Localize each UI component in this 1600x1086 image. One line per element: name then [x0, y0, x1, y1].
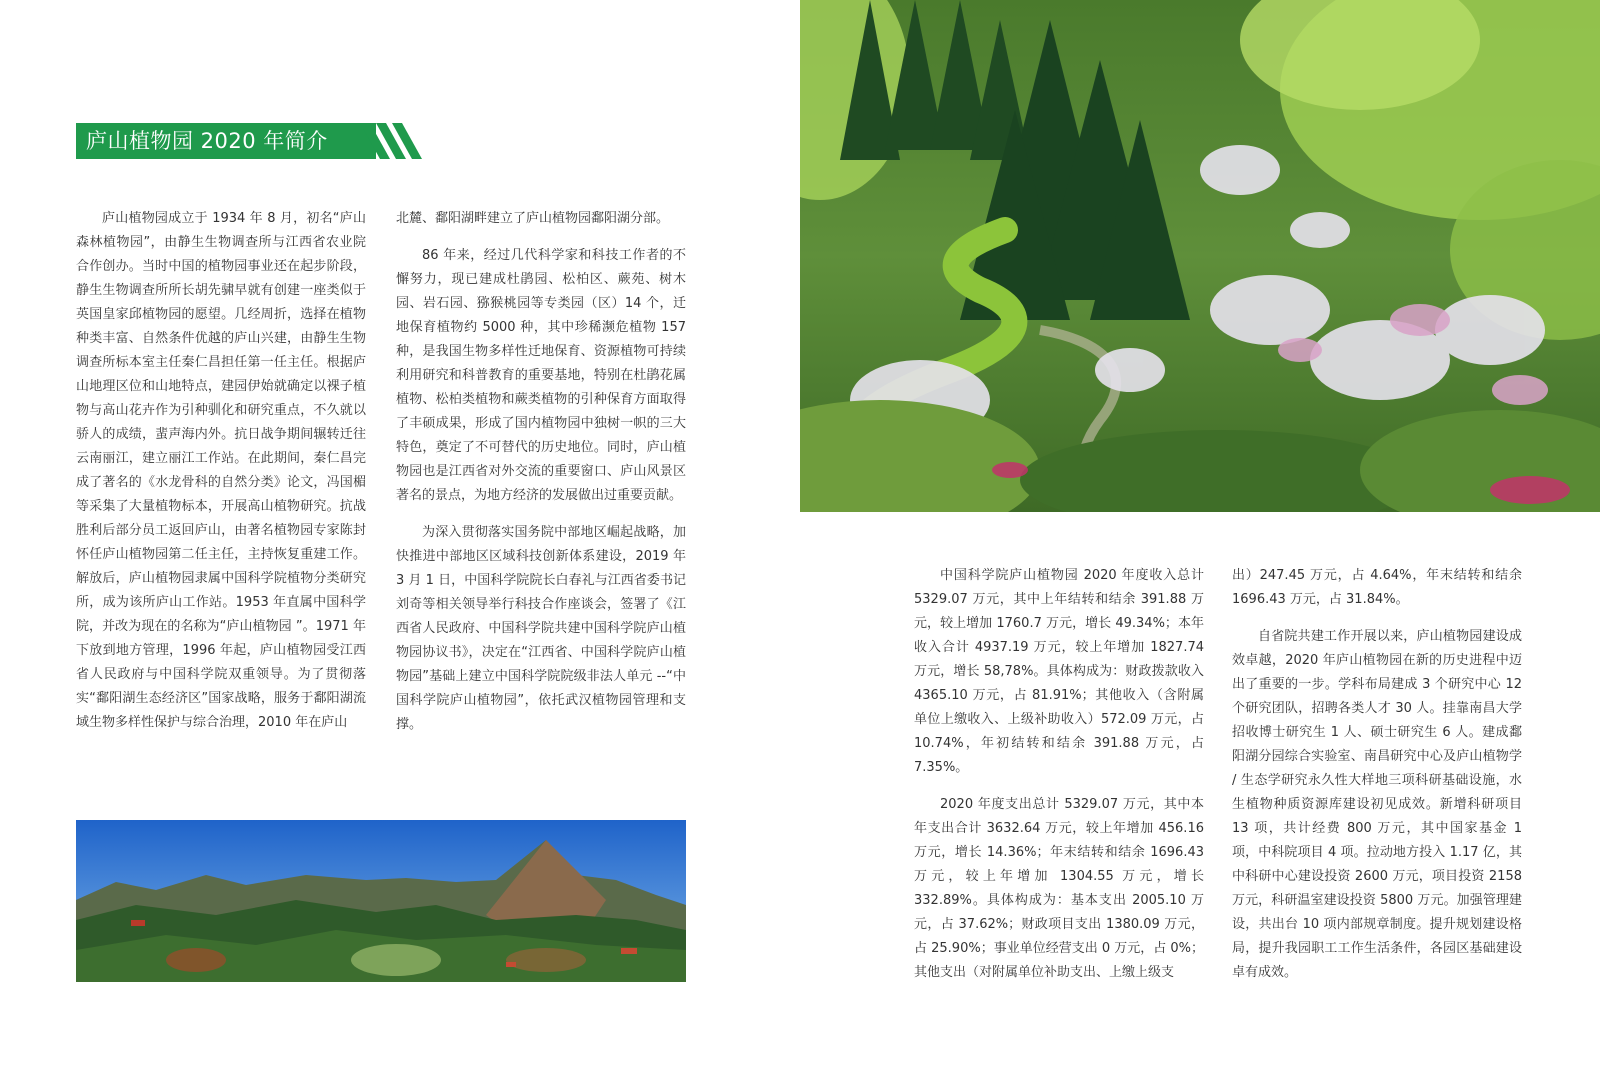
paragraph: 为深入贯彻落实国务院中部地区崛起战略，加快推进中部地区区域科技创新体系建设，2019 年 3 月 1 日，中国科学院院长白春礼与江西省委书记刘奇等相关领导举行科技合作座谈会，签署了《江西省人民政府、中国科学院共建中国科学院庐山植物园协议书》，决定在“江西省、中国科学院庐山植物园”基础上建立中国科学院院级非法人单元 --“中国科学院庐山植物园”，依托武汉植物园管理和支撑。 — [396, 525, 686, 732]
paragraph: 2020 年度支出总计 5329.07 万元，其中本年支出合计 3632.64 万元，较上年增加 456.16 万元，增长 14.36%；年末结转和结余 1696.43 万元，较上年增加 1304.55 万元，增长 332.89%。具体构成为：基本支出 2005.10 万元，占 37.62%；财政项目支出 1380.09 万元，占 25.90%；事业单位经营支出 0 万元，占 0%；其他支出（对附属单位补助支出、上缴上级支 — [914, 797, 1204, 980]
paragraph-continued: 北麓、鄱阳湖畔建立了庐山植物园鄱阳湖分部。 — [396, 211, 670, 226]
paragraph-continued: 出）247.45 万元，占 4.64%，年末结转和结余 1696.43 万元，占 31.84%。 — [1232, 568, 1522, 607]
title-stripes-decoration — [360, 123, 426, 159]
garden-photo — [800, 0, 1600, 512]
mountain-panorama-photo — [76, 820, 686, 982]
paragraph: 自省院共建工作开展以来，庐山植物园建设成效卓越，2020 年庐山植物园在新的历史进程中迈出了重要的一步。学科布局建成 3 个研究中心 12 个研究团队，招聘各类人才 30 人。挂靠南昌大学招收博士研究生 1 人、硕士研究生 6 人。建成鄱阳湖分园综合实验室、南昌研究中心及庐山植物学 / 生态学研究永久性大样地三项科研基础设施，水生植物种质资源库建设初见成效。新增科研项目 13 项，共计经费 800 万元，其中国家基金 1 项，中科院项目 4 项。拉动地方投入 1.17 亿，其中科研中心建设投资 2600 万元，项目投资 2158 万元，科研温室建设投资 5800 万元。加强管理建设，共出台 10 项内部规章制度。提升规划建设格局，提升我园职工工作生活条件，各园区基础建设卓有成效。 — [1232, 629, 1522, 980]
text-column-3 — [914, 564, 1204, 998]
text-column-2 — [396, 207, 686, 750]
paragraph: 86 年来，经过几代科学家和科技工作者的不懈努力，现已建成杜鹃园、松柏区、蕨苑、树木园、岩石园、猕猴桃园等专类园（区）14 个，迁地保育植物约 5000 种，其中珍稀濒危植物 157 种，是我国生物多样性迁地保育、资源植物可持续利用研究和科普教育的重要基地，特别在杜鹃花属植物、松柏类植物和蕨类植物的引种保育方面取得了丰硕成果，形成了国内植物园中独树一帜的三大特色，奠定了不可替代的历史地位。同时，庐山植物园也是江西省对外交流的重要窗口、庐山风景区著名的景点，为地方经济的发展做出过重要贡献。 — [396, 248, 686, 503]
paragraph: 中国科学院庐山植物园 2020 年度收入总计 5329.07 万元，其中上年结转和结余 391.88 万元，较上增加 1760.7 万元，增长 49.34%；本年收入合计 4937.19 万元，较上年增加 1827.74 万元，增长 58,78%。具体构成为：财政拨款收入 4365.10 万元，占 81.91%；其他收入（含附属单位上缴收入、上级补助收入）572.09 万元，占 10.74%，年初结转和结余 391.88 万元，占 7.35%。 — [914, 568, 1204, 775]
text-column-4 — [1232, 564, 1522, 998]
section-title: 庐山植物园 2020 年简介 — [76, 123, 376, 159]
paragraph: 庐山植物园成立于 1934 年 8 月，初名“庐山森林植物园”，由静生生物调查所与江西省农业院合作创办。当时中国的植物园事业还在起步阶段，静生生物调查所所长胡先骕早就有创建一座类似于英国皇家邱植物园的愿望。几经周折，选择在植物种类丰富、自然条件优越的庐山兴建，由静生生物调查所标本室主任秦仁昌担任第一任主任。根据庐山地理区位和山地特点，建园伊始就确定以裸子植物与高山花卉作为引种驯化和研究重点，不久就以骄人的成绩，蜚声海内外。抗日战争期间辗转迁往云南丽江，建立丽江工作站。在此期间，秦仁昌完成了著名的《水龙骨科的自然分类》论文，冯国楣等采集了大量植物标本，开展高山植物研究。抗战胜利后部分员工返回庐山，由著名植物园专家陈封怀任庐山植物园第二任主任，主持恢复重建工作。解放后，庐山植物园隶属中国科学院植物分类研究所，成为该所庐山工作站。1953 年直属中国科学院，并改为现在的名称为“庐山植物园 ”。1971 年下放到地方管理，1996 年起，庐山植物园受江西省人民政府与中国科学院双重领导。为了贯彻落实“鄱阳湖生态经济区”国家战略，服务于鄱阳湖流域生物多样性保护与综合治理，2010 年在庐山 — [76, 211, 366, 730]
text-column-1 — [76, 207, 366, 748]
